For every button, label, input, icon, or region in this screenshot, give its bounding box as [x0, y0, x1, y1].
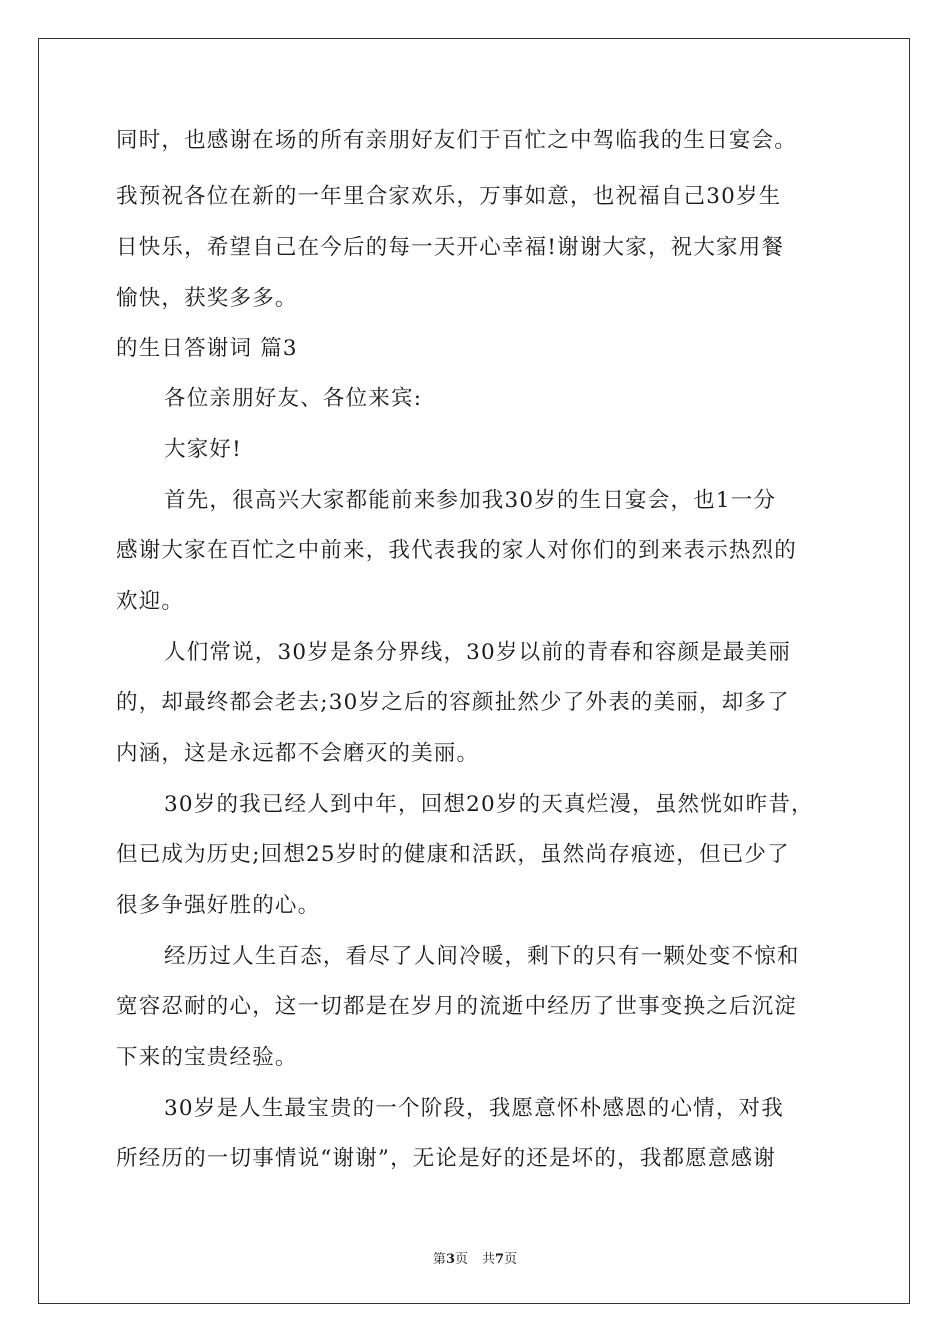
text-line: 人们常说，30岁是条分界线，30岁以前的青春和容颜是最美丽: [164, 640, 792, 665]
text-line: 内涵，这是永远都不会磨灭的美丽。: [116, 741, 480, 766]
total-page-number: 7: [495, 1252, 505, 1267]
page-footer: [0, 1248, 950, 1267]
text-line: 经历过人生百态，看尽了人间冷暖，剩下的只有一颗处变不惊和: [164, 944, 800, 969]
text-line: 30岁的我已经人到中年，回想20岁的天真烂漫，虽然恍如昨昔，: [164, 792, 814, 817]
total-suffix: 页: [504, 1252, 518, 1267]
text-line: 欢迎。: [116, 589, 185, 614]
salutation: 各位亲朋好友、各位来宾:: [164, 386, 423, 411]
total-prefix: 共: [482, 1252, 496, 1267]
text-line: 30岁是人生最宝贵的一个阶段，我愿意怀朴感恩的心情，对我: [164, 1096, 784, 1121]
section-heading: 的生日答谢词 篇3: [116, 336, 298, 361]
text-line: 下来的宝贵经验。: [116, 1045, 298, 1070]
text-line: 愉快，获奖多多。: [116, 286, 298, 311]
page-suffix: 页: [454, 1252, 468, 1267]
page-prefix: 第: [432, 1252, 446, 1267]
text-line: 同时，也感谢在场的所有亲朋好友们于百忙之中驾临我的生日宴会。: [116, 128, 798, 153]
text-line: 我预祝各位在新的一年里合家欢乐，万事如意，也祝福自己30岁生: [116, 184, 782, 209]
text-line: 很多争强好胜的心。: [116, 893, 321, 918]
current-page-number: 3: [445, 1252, 455, 1267]
text-line: 的，却最终都会老去;30岁之后的容颜扯然少了外表的美丽，却多了: [116, 690, 790, 715]
text-line: 感谢大家在百忙之中前来，我代表我的家人对你们的到来表示热烈的: [116, 538, 798, 563]
greeting: 大家好!: [164, 437, 242, 462]
text-line: 但已成为历史;回想25岁时的健康和活跃，虽然尚存痕迹，但已少了: [116, 842, 790, 867]
text-line: 宽容忍耐的心，这一切都是在岁月的流逝中经历了世事变换之后沉淀: [116, 994, 798, 1019]
text-line: 所经历的一切事情说“谢谢”，无论是好的还是坏的，我都愿意感谢: [116, 1146, 776, 1171]
text-line: 日快乐，希望自己在今后的每一天开心幸福!谢谢大家，祝大家用餐: [116, 235, 785, 260]
text-line: 首先，很高兴大家都能前来参加我30岁的生日宴会，也1一分: [164, 488, 777, 513]
